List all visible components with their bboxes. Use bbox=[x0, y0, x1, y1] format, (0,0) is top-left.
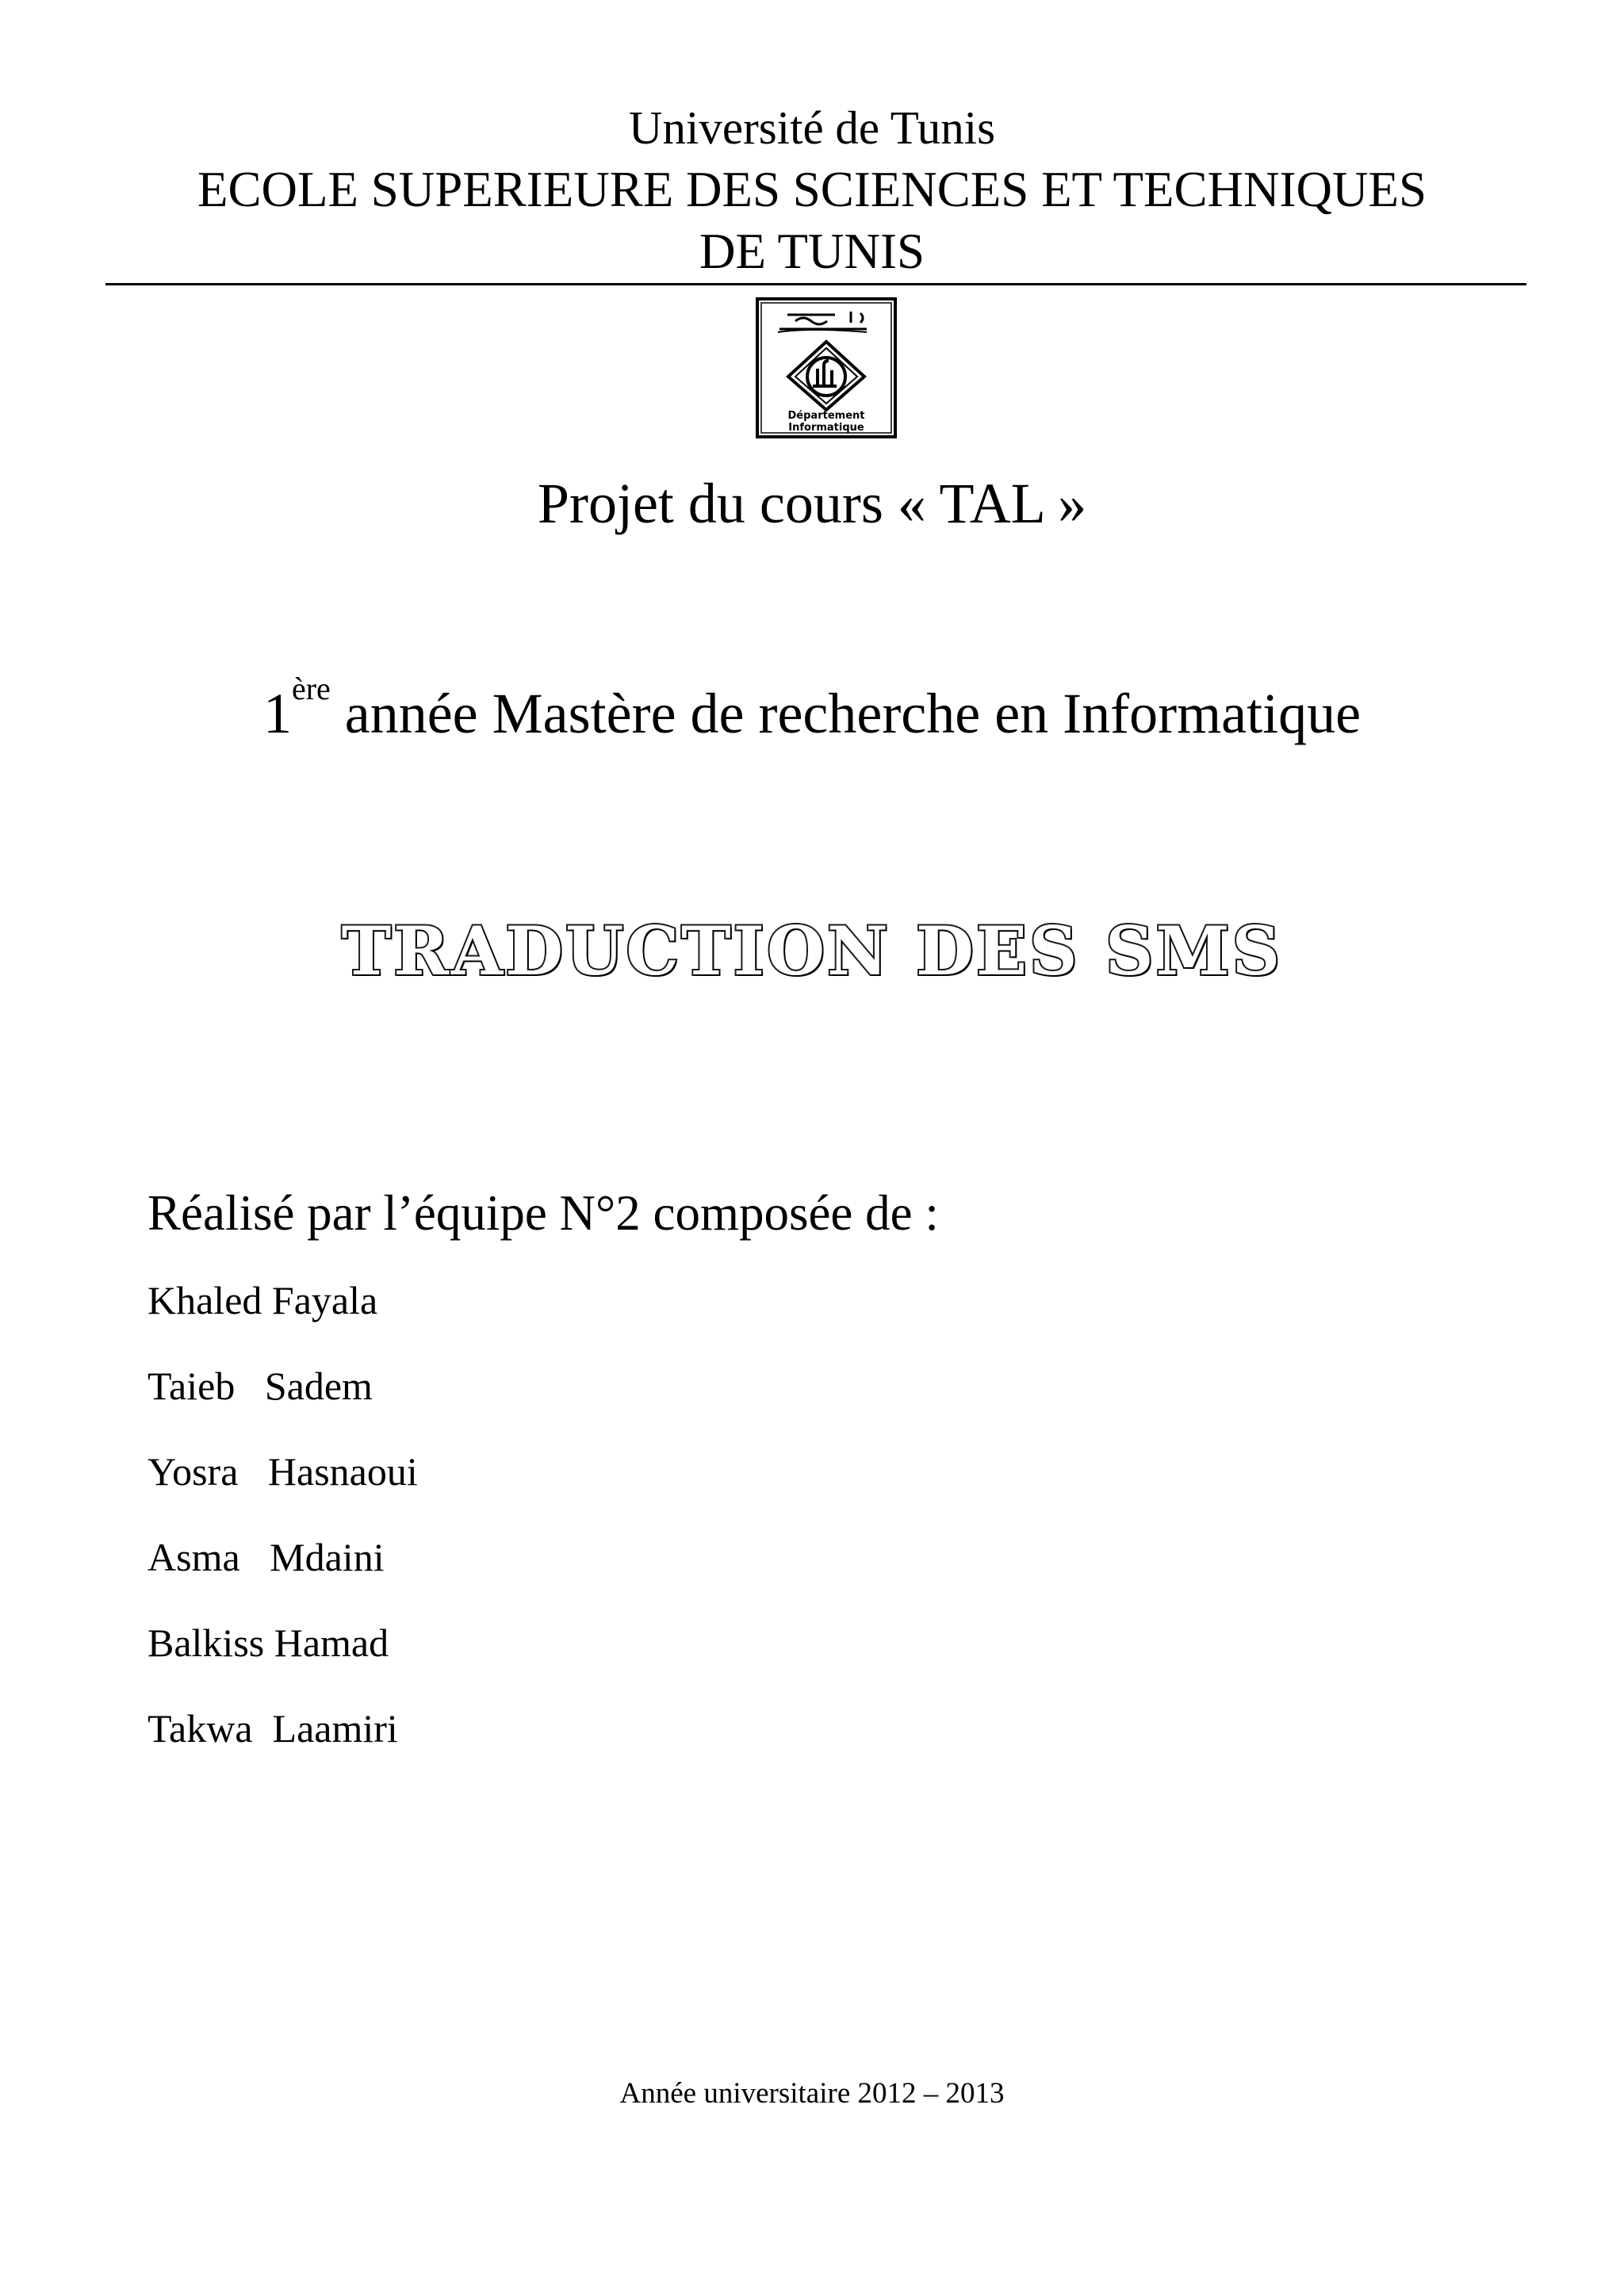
team-member: Taieb Sadem bbox=[147, 1364, 373, 1408]
academic-year: Année universitaire 2012 – 2013 bbox=[619, 2077, 1005, 2110]
level-superscript: ère bbox=[291, 671, 331, 706]
institution-header bbox=[0, 97, 1624, 282]
project-label: Projet du cours « TAL » bbox=[537, 472, 1087, 535]
logo-caption-line1: Département bbox=[787, 410, 865, 422]
team-member: Balkiss Hamad bbox=[147, 1621, 389, 1665]
header-divider bbox=[105, 283, 1526, 285]
school-name-line2: DE TUNIS bbox=[699, 224, 925, 279]
study-level bbox=[0, 671, 1624, 749]
document-title bbox=[0, 912, 1624, 991]
school-name-line1: ECOLE SUPERIEURE DES SCIENCES ET TECHNIQUES bbox=[197, 162, 1427, 217]
university-name: Université de Tunis bbox=[628, 101, 996, 154]
level-number: 1 bbox=[262, 682, 292, 745]
logo-caption-line2: Informatique bbox=[788, 422, 864, 434]
team-intro: Réalisé par l’équipe N°2 composée de : bbox=[147, 1185, 939, 1241]
team-members-list bbox=[147, 1276, 418, 1790]
department-logo bbox=[756, 297, 897, 438]
team-member: Takwa Laamiri bbox=[147, 1706, 398, 1751]
level-text: année Mastère de recherche en Informatique bbox=[330, 682, 1362, 745]
team-member: Asma Mdaini bbox=[147, 1535, 385, 1579]
team-member: Khaled Fayala bbox=[147, 1278, 378, 1322]
document-title-text: TRADUCTION DES SMS bbox=[341, 912, 1283, 990]
team-member: Yosra Hasnaoui bbox=[147, 1449, 418, 1494]
